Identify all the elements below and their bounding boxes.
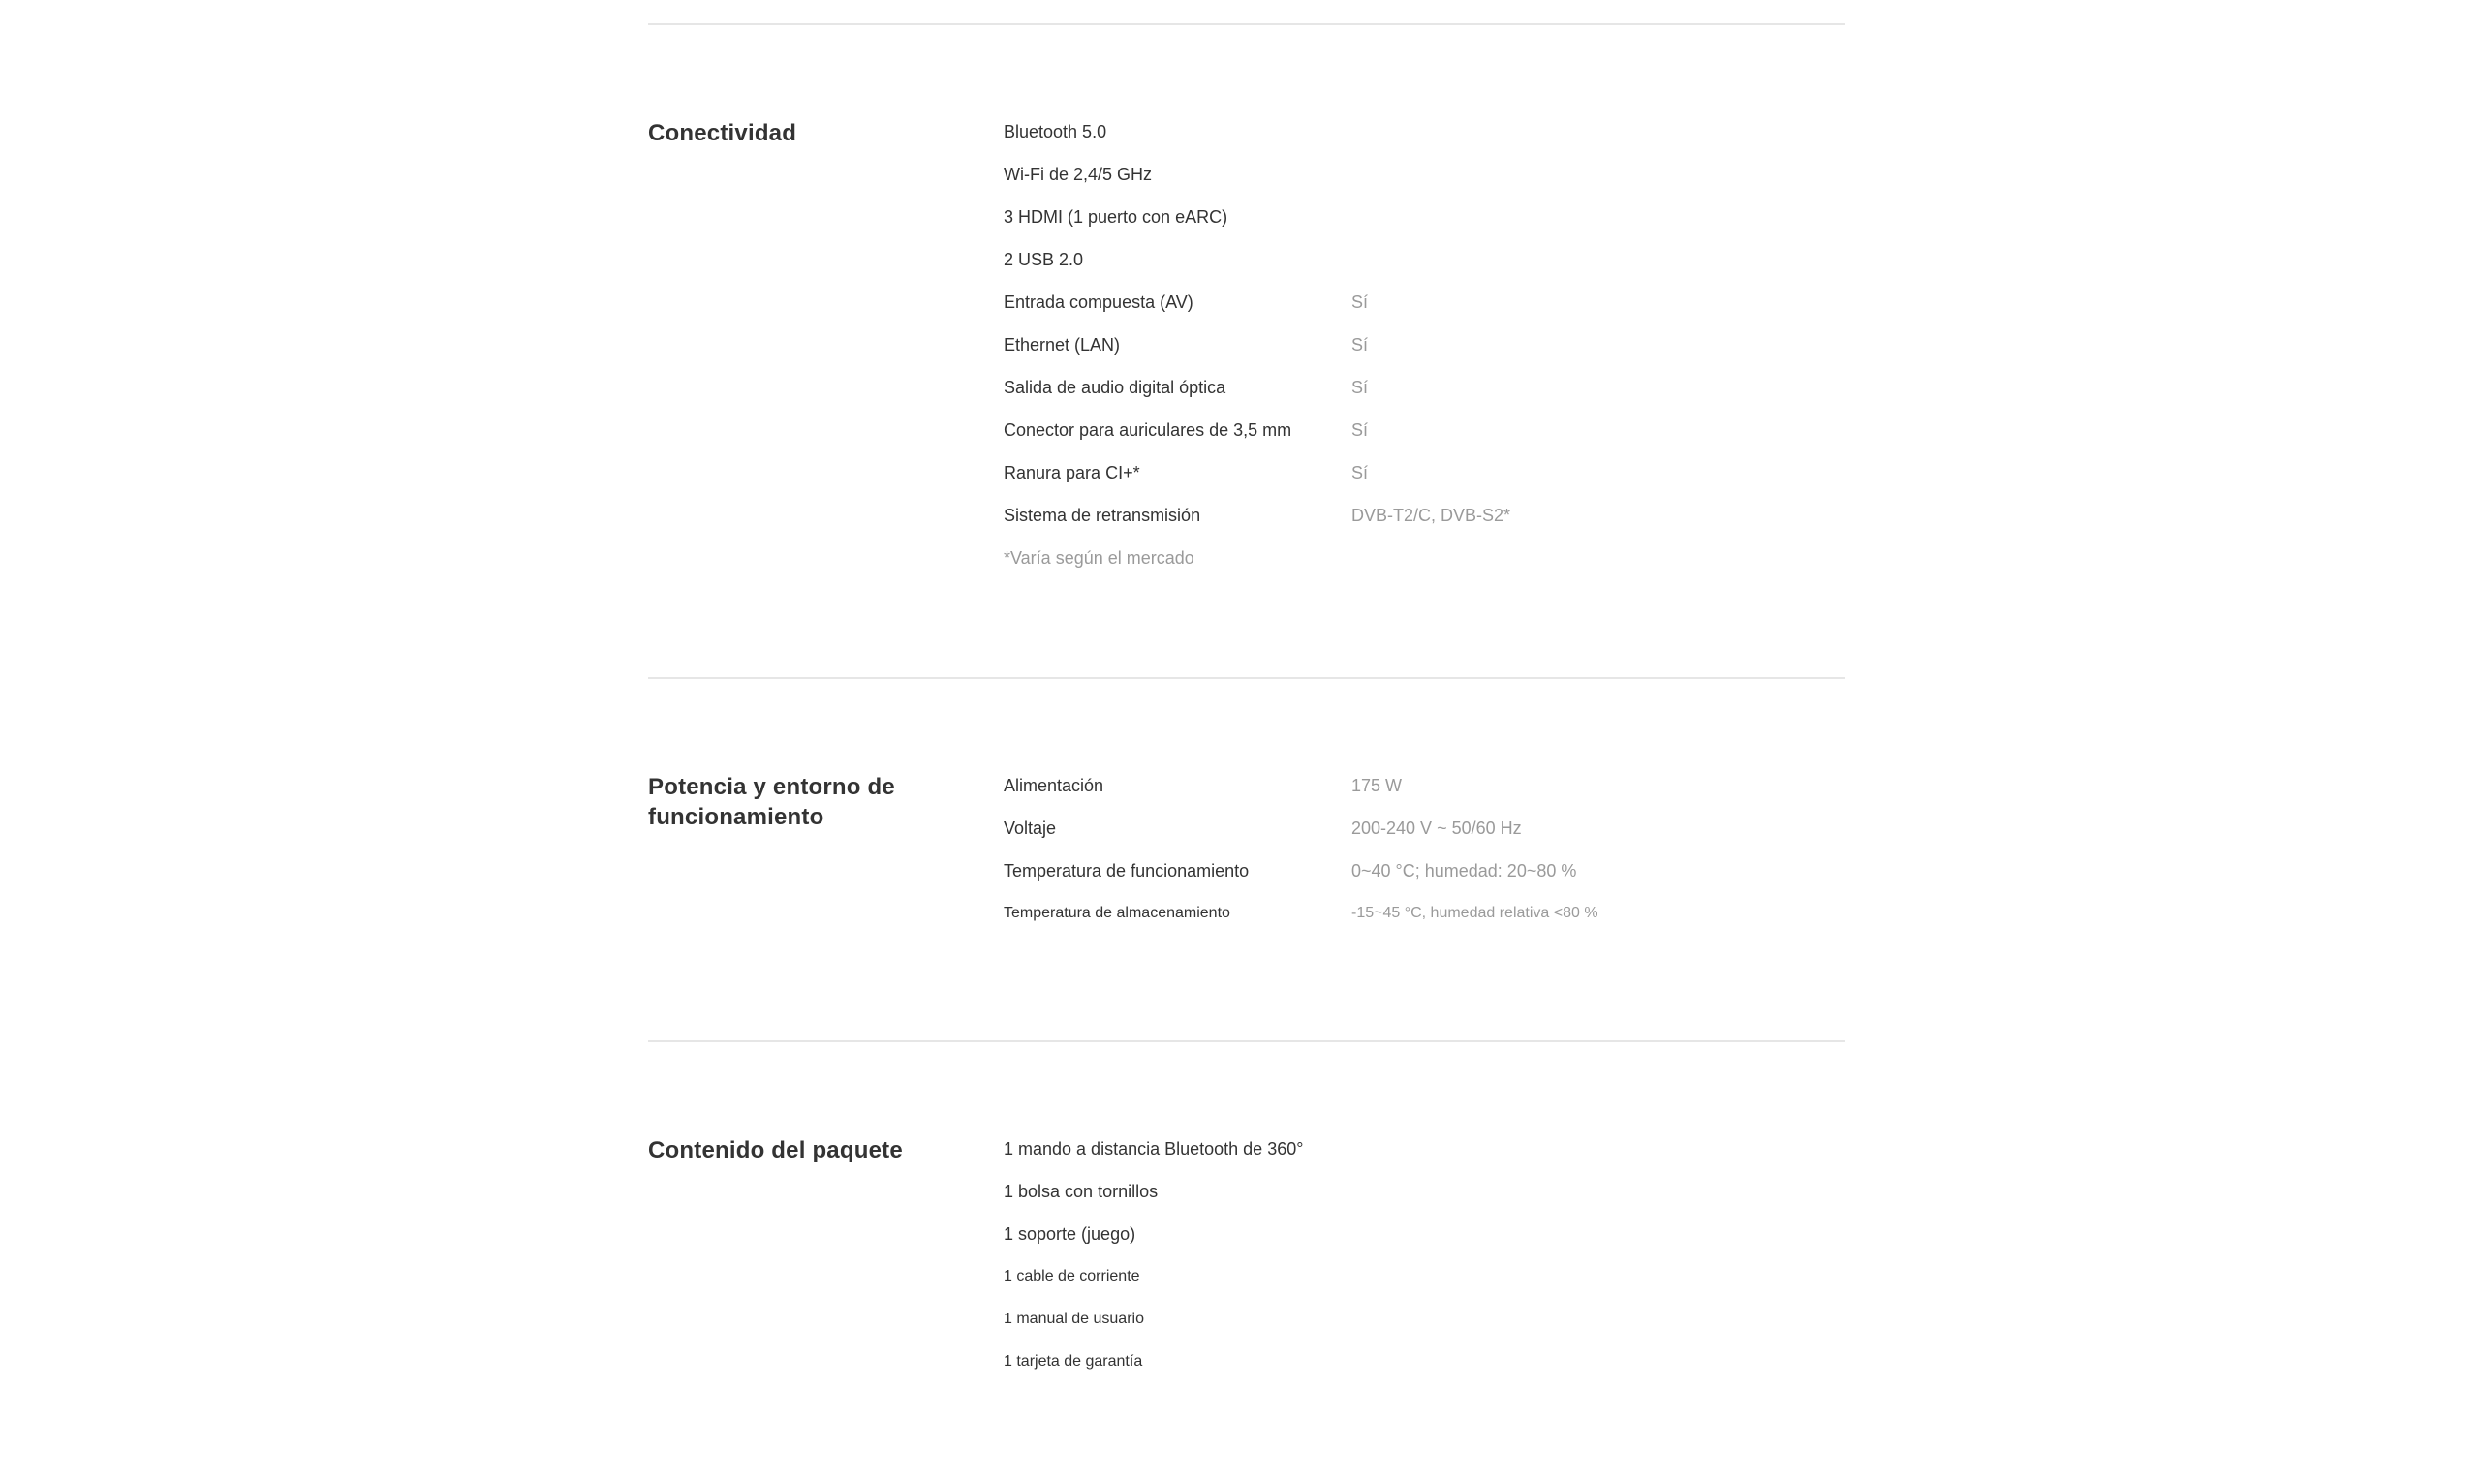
section-rows [1004,1128,1845,1383]
section-rows [1004,764,1845,935]
spec-value: 200-240 V ~ 50/60 Hz [1351,818,1522,838]
section-title: Potencia y entorno de funcionamiento [648,774,895,830]
spec-row [1004,451,1845,494]
spec-row [1004,281,1845,324]
spec-label: Alimentación [1004,775,1104,795]
spec-value: Sí [1351,292,1369,312]
spec-text: 1 soporte (juego) [1004,1223,1136,1244]
spec-row [1004,807,1845,850]
spec-row [1004,153,1845,196]
spec-text: 1 tarjeta de garantía [1004,1353,1143,1370]
spec-value: Sí [1351,377,1369,397]
spec-row [1004,1213,1845,1255]
spec-text: Bluetooth 5.0 [1004,121,1107,141]
spec-label: Temperatura de almacenamiento [1004,905,1230,921]
spec-label: Sistema de retransmisión [1004,505,1201,525]
spec-text: 2 USB 2.0 [1004,249,1084,269]
spec-row [1004,1170,1845,1213]
spec-row [1004,196,1845,238]
spec-label: Voltaje [1004,818,1057,838]
spec-row [1004,1255,1845,1298]
spec-label: Temperatura de funcionamiento [1004,860,1250,881]
spec-text: Wi-Fi de 2,4/5 GHz [1004,164,1153,184]
spec-label: Salida de audio digital óptica [1004,377,1226,397]
spec-section [648,1042,1845,1383]
spec-text: 1 mando a distancia Bluetooth de 360° [1004,1138,1304,1159]
spec-value: Sí [1351,334,1369,355]
spec-row [1004,1128,1845,1170]
section-title: Contenido del paquete [648,1137,903,1163]
section-title: Conectividad [648,120,797,146]
spec-sections [648,25,1845,1383]
spec-value: DVB-T2/C, DVB-S2* [1351,505,1511,525]
spec-label: Ethernet (LAN) [1004,334,1121,355]
spec-text: 3 HDMI (1 puerto con eARC) [1004,206,1228,227]
spec-row [1004,238,1845,281]
section-rows [1004,110,1845,579]
spec-row [1004,537,1845,579]
spec-text: 1 manual de usuario [1004,1311,1144,1327]
spec-text: 1 bolsa con tornillos [1004,1181,1159,1201]
spec-row [1004,1298,1845,1341]
spec-row [1004,764,1845,807]
spec-row [1004,892,1845,935]
spec-section [648,25,1845,677]
spec-row [1004,324,1845,366]
spec-label: Ranura para CI+* [1004,462,1140,482]
spec-value: Sí [1351,462,1369,482]
spec-label: Conector para auriculares de 3,5 mm [1004,419,1292,440]
spec-footnote: *Varía según el mercado [1004,547,1194,568]
spec-section [648,679,1845,1040]
spec-text: 1 cable de corriente [1004,1268,1140,1284]
spec-label: Entrada compuesta (AV) [1004,292,1194,312]
spec-value: Sí [1351,419,1369,440]
spec-row [1004,494,1845,537]
spec-row [1004,850,1845,892]
spec-row [1004,409,1845,451]
spec-row [1004,1341,1845,1383]
spec-value: -15~45 °C, humedad relativa <80 % [1351,905,1598,921]
spec-row [1004,110,1845,153]
spec-value: 0~40 °C; humedad: 20~80 % [1351,860,1577,881]
spec-value: 175 W [1351,775,1403,795]
spec-row [1004,366,1845,409]
spec-page [648,23,1845,1383]
